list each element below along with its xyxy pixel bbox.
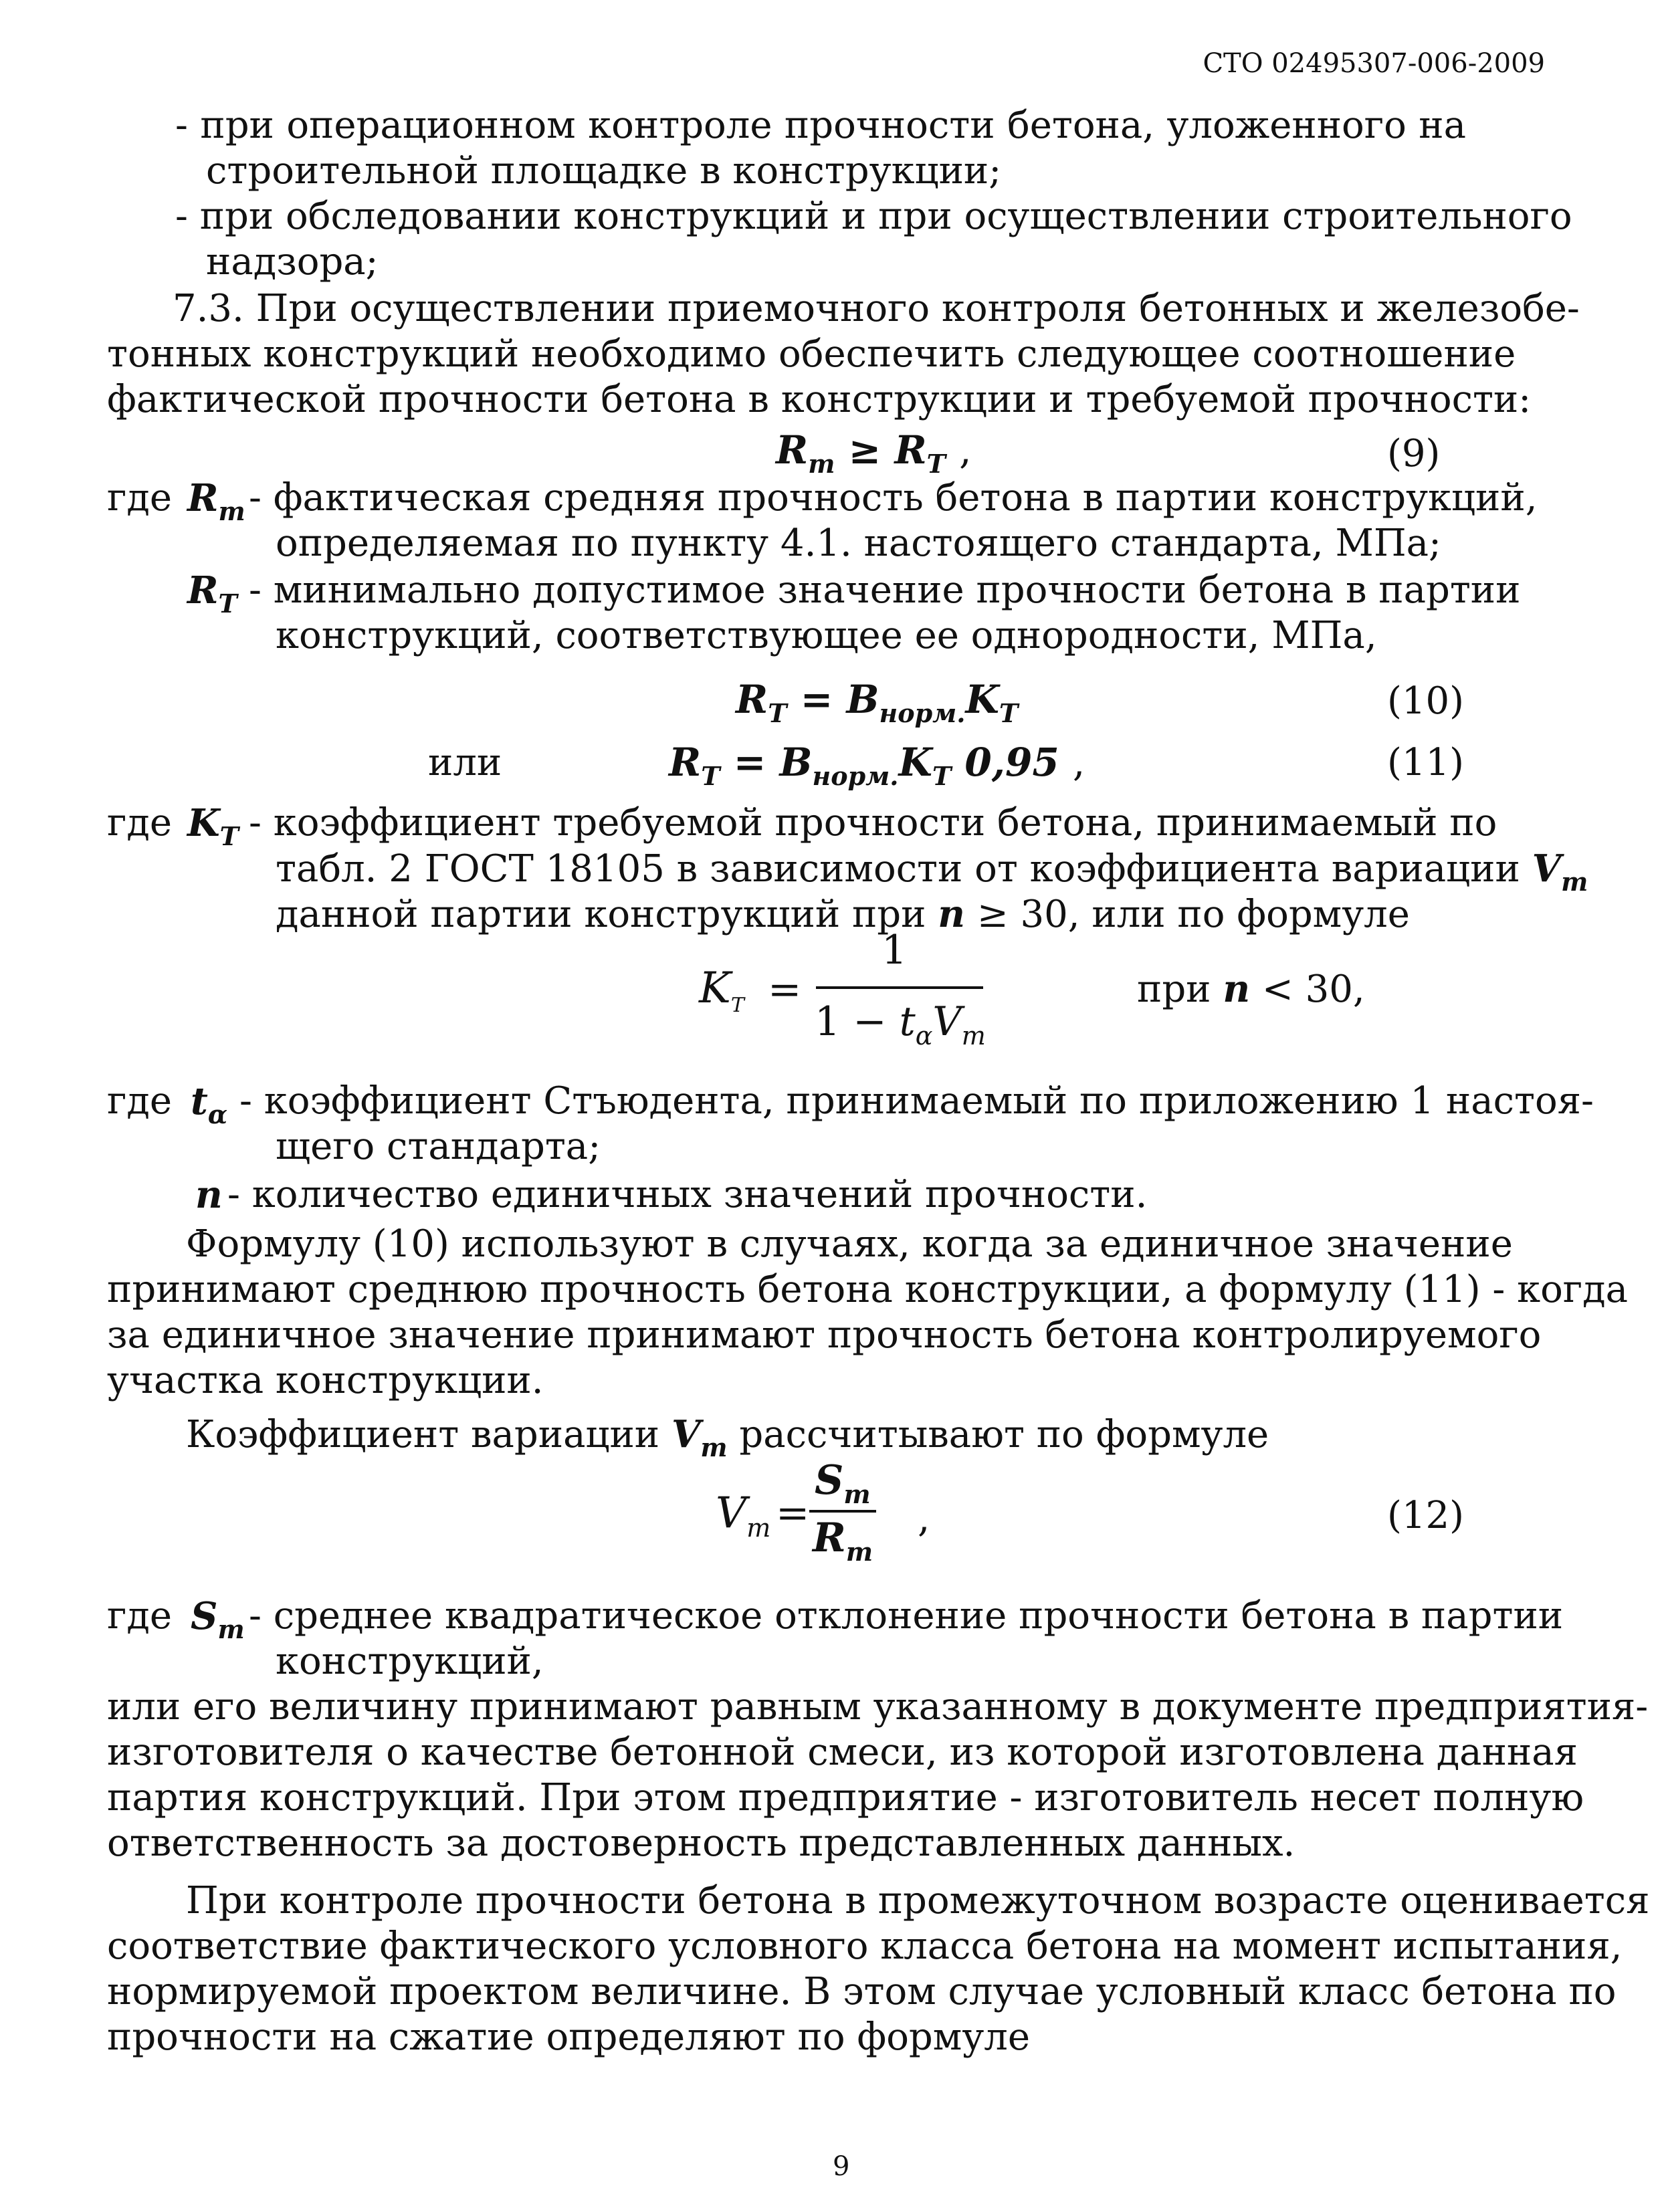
rm-definition-line-1: - фактическая средняя прочность бетона в партии конструкций, (249, 476, 1538, 520)
document-code-header: СТО 02495307-006-2009 (1203, 48, 1545, 79)
intermediate-age-line-4: прочности на сжатие определяют по формуле (107, 2015, 1030, 2059)
paragraph-formula-usage-line-4: участка конструкции. (107, 1359, 544, 1402)
paragraph-formula-usage-line-3: за единичное значение принимают прочность бетона контролируемого (107, 1313, 1542, 1357)
symbol-sm: $S_m$ (191, 1594, 245, 1644)
sm-alt-line-4: ответственность за достоверность представленных данных. (107, 1821, 1295, 1865)
symbol-rt: $R_T$ (187, 568, 237, 619)
sm-definition-line-2: конструкций, (276, 1640, 544, 1683)
sm-alt-line-3: партия конструкций. При этом предприятие - изготовитель несет полную (107, 1776, 1584, 1819)
section-7-3-line-2: тонных конструкций необходимо обеспечить следующее соотношение (107, 332, 1516, 376)
where-label-rm: где (107, 476, 172, 520)
sm-alt-line-1: или его величину принимают равным указанному в документе предприятия- (107, 1685, 1649, 1729)
equation-number-12: (12) (1387, 1494, 1464, 1537)
kt-definition-line-1: - коэффициент требуемой прочности бетона, принимаемый по (249, 801, 1497, 845)
formula-kt-numerator: 1 (881, 927, 908, 974)
where-label-kt: где (107, 801, 172, 845)
formula-10: $R_T = B_{норм.}K_T$ (736, 677, 1019, 728)
formula-kt-condition: при n < 30, (1137, 967, 1365, 1011)
bullet-line-2-cont: надзора; (206, 240, 379, 284)
page-number: 9 (833, 2151, 850, 2182)
bullet-line-1: - при операционном контроле прочности бетона, уложенного на (175, 104, 1466, 147)
bullet-line-2: - при обследовании конструкций и при осуществлении строительного (175, 195, 1572, 238)
formula-9: $R_m \ge R_T$ , (776, 427, 972, 479)
talpha-definition-line-2: щего стандарта; (276, 1125, 601, 1168)
n-definition: - количество единичных значений прочности. (227, 1173, 1148, 1216)
where-label-talpha: где (107, 1079, 172, 1123)
formula-12-denominator: $R_m$ (813, 1515, 873, 1567)
intermediate-age-line-1: При контроле прочности бетона в промежуточном возрасте оценивается (186, 1879, 1650, 1922)
formula-12-comma: , (918, 1495, 930, 1541)
section-7-3-line-3: фактической прочности бетона в конструкции и требуемой прочности: (107, 378, 1532, 421)
rt-definition-line-1: - минимально допустимое значение прочности бетона в партии (249, 568, 1521, 612)
formula-12-lhs: $V_m$ (716, 1488, 771, 1543)
formula-kt-equals: = (768, 966, 802, 1013)
kt-definition-line-2: табл. 2 ГОСТ 18105 в зависимости от коэффициента вариации $V_m$ (276, 847, 1588, 897)
or-label: или (428, 741, 502, 784)
kt-definition-line-3: данной партии конструкций при n ≥ 30, или по формуле (276, 892, 1410, 936)
formula-12-equals: = (776, 1490, 810, 1537)
formula-12-numerator: $S_m$ (815, 1457, 871, 1509)
formula-kt-lhs: $K_T$ (699, 964, 744, 1017)
intermediate-age-line-3: нормируемой проектом величине. В этом случае условный класс бетона по (107, 1970, 1617, 2013)
symbol-rm: $R_m$ (187, 476, 245, 526)
formula-12-fraction-bar (809, 1510, 876, 1513)
paragraph-formula-usage-line-2: принимают среднюю прочность бетона конструкции, а формулу (11) - когда (107, 1268, 1628, 1311)
talpha-definition-line-1: - коэффициент Стъюдента, принимаемый по приложению 1 настоя- (239, 1079, 1594, 1123)
intermediate-age-line-2: соответствие фактического условного класса бетона на момент испытания, (107, 1924, 1623, 1968)
where-label-sm: где (107, 1594, 172, 1638)
formula-kt-denominator: $1 - t_\alpha V_m$ (815, 998, 986, 1050)
section-7-3-line-1: 7.3. При осуществлении приемочного контроля бетонных и железобе- (173, 287, 1580, 330)
formula-11: $R_T = B_{норм.}K_T$ 0,95 , (669, 740, 1085, 791)
paragraph-formula-usage-line-1: Формулу (10) используют в случаях, когда за единичное значение (186, 1222, 1513, 1266)
bullet-line-1-cont: строительной площадке в конструкции; (206, 149, 1002, 193)
formula-kt-fraction-bar (816, 986, 983, 989)
equation-number-9: (9) (1387, 432, 1441, 475)
rm-definition-line-2: определяемая по пункту 4.1. настоящего стандарта, МПа; (276, 522, 1441, 565)
rt-definition-line-2: конструкций, соответствующее ее однородности, МПа, (276, 614, 1377, 657)
variation-coefficient-intro: Коэффициент вариации $V_m$ рассчитывают по формуле (186, 1412, 1269, 1462)
symbol-kt: $K_T$ (187, 801, 239, 851)
symbol-talpha: $t_\alpha$ (191, 1079, 228, 1129)
sm-definition-line-1: - среднее квадратическое отклонение прочности бетона в партии (249, 1594, 1564, 1638)
equation-number-10: (10) (1387, 679, 1464, 723)
symbol-n: n (195, 1173, 223, 1217)
equation-number-11: (11) (1387, 741, 1464, 784)
sm-alt-line-2: изготовителя о качестве бетонной смеси, из которой изготовлена данная (107, 1731, 1578, 1774)
